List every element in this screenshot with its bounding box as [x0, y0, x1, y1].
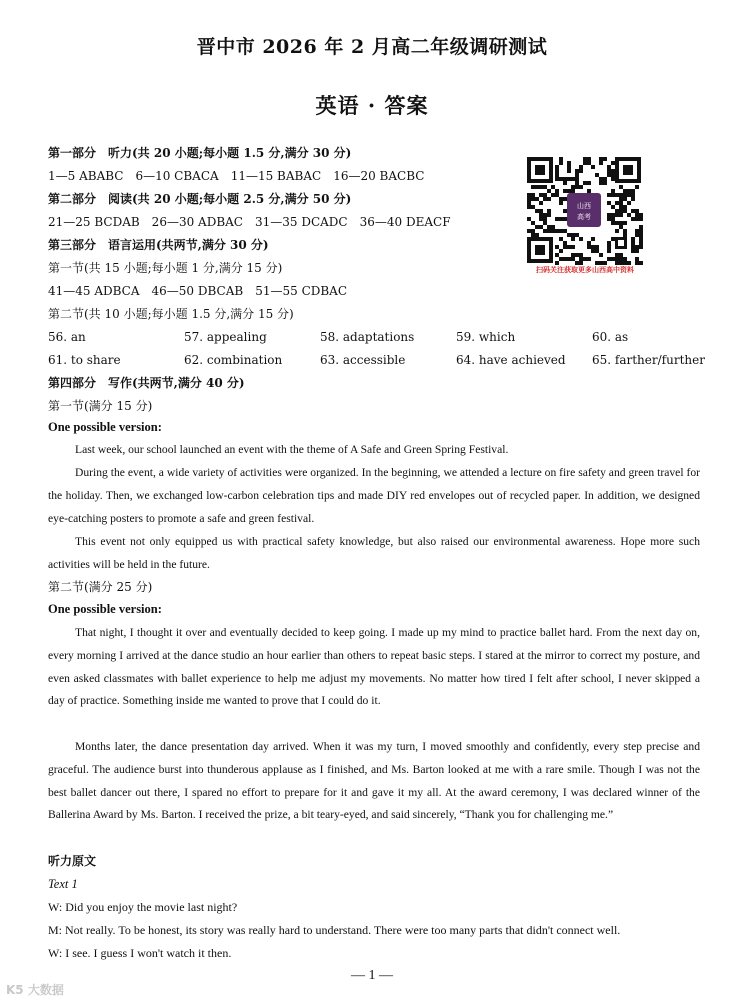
- dialogue-line: M: Not really. To be honest, its story was really hard to understand. There were too many parts that didn't connect well.: [48, 923, 621, 937]
- essay1-paragraph: Last week, our school launched an event with the theme of A Safe and Green Spring Festival.: [75, 443, 509, 456]
- part2-heading: 第二部分 阅读(共 20 小题;每小题 2.5 分,满分 50 分): [48, 192, 352, 206]
- fill-answer: 58. adaptations: [320, 330, 415, 344]
- part2-answers: 21—25 BCDAB 26—30 ADBAC 31—35 DCADC 36—40 DEACF: [48, 215, 451, 229]
- essay2-paragraph: That night, I thought it over and eventually decided to keep going. I made up my mind to practice ballet hard. From the next day on, every morning I arrived at the dance studio an hour earlier than others to repeat basic steps. I stared at the mirror to correct my posture, and even asked classmates with ballet experience to help me adjust my movements. No matter how tired I felt after school, I never skipped a day of practice. Something inside me wanted to prove that I could do it.: [48, 626, 700, 708]
- fill-answer: 64. have achieved: [456, 353, 566, 367]
- fill-answer: 57. appealing: [184, 330, 267, 344]
- part3-section1-answers: 41—45 ADBCA 46—50 DBCAB 51—55 CDBAC: [48, 284, 348, 298]
- dialogue-line: W: I see. I guess I won't watch it then.: [48, 946, 232, 960]
- part1-heading: 第一部分 听力(共 20 小题;每小题 1.5 分,满分 30 分): [48, 146, 352, 160]
- qr-center-text: 山西: [577, 202, 591, 210]
- fill-answer: 60. as: [592, 330, 629, 344]
- essay1-paragraph: During the event, a wide variety of activities were organized. In the beginning, we attended a lecture on fire safety and green travel for the holiday. Then, we exchanged low-carbon celebration tips and made DIY red envelopes out of recycled paper. In addition, we designed eye-catching posters to promote a safe and green festival.: [48, 466, 700, 525]
- part4-heading: 第四部分 写作(共两节,满分 40 分): [48, 376, 245, 390]
- part1-answers: 1—5 ABABC 6—10 CBACA 11—15 BABAC 16—20 BACBC: [48, 169, 425, 183]
- qr-caption: 扫码关注获取更多山西高中资料: [536, 266, 634, 274]
- section2-version-label: One possible version:: [48, 602, 162, 616]
- dialogue-line: W: Did you enjoy the movie last night?: [48, 900, 238, 914]
- fill-answer: 59. which: [456, 330, 516, 344]
- fill-answer: 61. to share: [48, 353, 121, 367]
- part3-heading: 第三部分 语言运用(共两节,满分 30 分): [48, 238, 269, 252]
- part3-section1-heading: 第一节(共 15 小题;每小题 1 分,满分 15 分): [48, 261, 283, 275]
- qr-center-logo: [567, 193, 601, 227]
- page-number: — 1 —: [351, 968, 393, 983]
- part4-section1-heading: 第一节(满分 15 分): [48, 399, 153, 413]
- page-title: 晋中市 2026 年 2 月高二年级调研测试: [196, 36, 548, 58]
- part3-section2-heading: 第二节(共 10 小题;每小题 1.5 分,满分 15 分): [48, 307, 294, 321]
- watermark-logo: K5 大数据: [6, 983, 64, 997]
- fill-answer: 65. farther/further: [592, 353, 705, 367]
- essay1-paragraph: This event not only equipped us with practical safety knowledge, but also raised our environmental awareness. Hope more such activities will be held in the future.: [48, 535, 700, 571]
- page-subtitle: 英语 · 答案: [315, 93, 429, 118]
- qr-code-icon[interactable]: [525, 155, 643, 265]
- fill-answer: 56. an: [48, 330, 86, 344]
- section1-version-label: One possible version:: [48, 420, 162, 434]
- fill-answer: 62. combination: [184, 353, 283, 367]
- fill-answer: 63. accessible: [320, 353, 406, 367]
- listening-heading: 听力原文: [48, 854, 97, 868]
- text-label: Text 1: [48, 877, 78, 891]
- qr-center-text: 高考: [577, 213, 591, 221]
- part4-section2-heading: 第二节(满分 25 分): [48, 580, 153, 594]
- essay2-paragraph: Months later, the dance presentation day arrived. When it was my turn, I moved smoothly and confidently, every step precise and graceful. The audience burst into thunderous applause as I finished, and Ms. Barton looked at me with a rare smile. Though I was not the best ballet dancer out there, I spared no effort to prepare for it and gave it my all. At the award ceremony, I was declared winner of the Ballerina Award by Ms. Barton. I received the prize, a bit teary-eyed, and said sincerely, “Thank you for challenging me.”: [48, 740, 700, 822]
